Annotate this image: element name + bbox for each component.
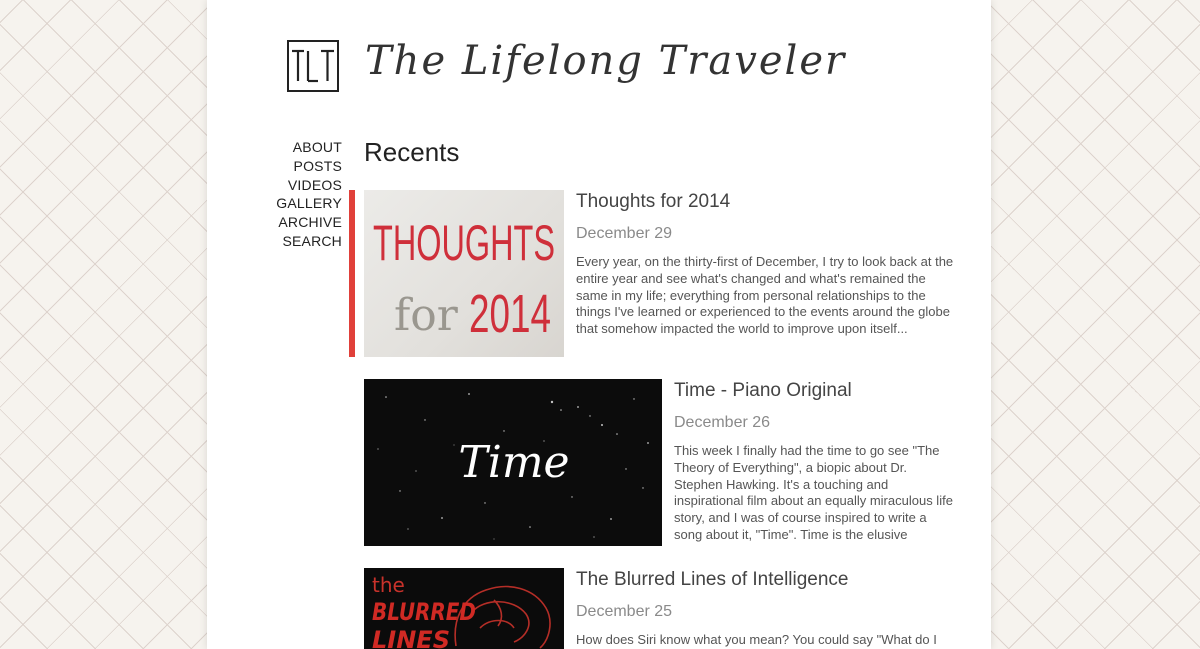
nav-item-posts[interactable]: POSTS bbox=[293, 157, 342, 174]
post-excerpt-1: Every year, on the thirty-first of December, I try to look back at the entire year and see what's changed and what's remained the same in my life; everything from personal relationships to the things I've learned or experienced to the events around the globe that somehow impacted the world to improve upon itself... bbox=[576, 254, 954, 337]
main-nav bbox=[247, 138, 342, 251]
post-title-1[interactable]: Thoughts for 2014 bbox=[576, 191, 731, 212]
section-heading: Recents bbox=[364, 137, 460, 167]
thumb-year-text: 2014 bbox=[469, 284, 551, 344]
thumb-the-text: the bbox=[372, 573, 405, 597]
post-date-3: December 25 bbox=[576, 603, 673, 620]
thumb-for-text: for bbox=[394, 290, 458, 341]
post-excerpt-2: This week I finally had the time to go see "The Theory of Everything", a biopic about Dr. Stephen Hawking. It's a touching and inspirational film about an equally miraculous life story, and I was of course inspired to write a song about it, "Time". Time is the elusive bbox=[674, 443, 953, 542]
post-date-1: December 29 bbox=[576, 225, 673, 242]
post-title-2[interactable]: Time - Piano Original bbox=[674, 380, 852, 401]
nav-item-archive[interactable]: ARCHIVE bbox=[278, 214, 342, 231]
logo[interactable] bbox=[287, 40, 339, 92]
nav-item-about[interactable]: ABOUT bbox=[292, 139, 342, 155]
thumb-blurred-text: BLURRED bbox=[372, 598, 476, 626]
post-date-2: December 26 bbox=[674, 414, 771, 431]
post-excerpt-3: How does Siri know what you mean? You could say "What do I bbox=[576, 632, 937, 647]
page-container bbox=[207, 0, 991, 649]
nav-item-gallery[interactable]: GALLERY bbox=[276, 195, 342, 212]
post-thumbnail-3[interactable] bbox=[364, 568, 564, 649]
thumb-lines-text: LINES bbox=[372, 626, 450, 649]
logo-mark-icon bbox=[291, 49, 335, 83]
nav-item-search[interactable]: SEARCH bbox=[282, 232, 342, 249]
post-thumbnail-1[interactable] bbox=[364, 190, 564, 357]
post-thumbnail-2[interactable] bbox=[364, 379, 662, 546]
nav-item-videos[interactable]: VIDEOS bbox=[287, 176, 342, 193]
thumb-time-text: Time bbox=[458, 437, 570, 488]
active-post-indicator bbox=[349, 190, 355, 357]
site-title[interactable]: The Lifelong Traveler bbox=[365, 38, 847, 84]
post-title-3[interactable]: The Blurred Lines of Intelligence bbox=[576, 569, 849, 590]
thumb-thoughts-text: THOUGHTS bbox=[373, 215, 555, 271]
